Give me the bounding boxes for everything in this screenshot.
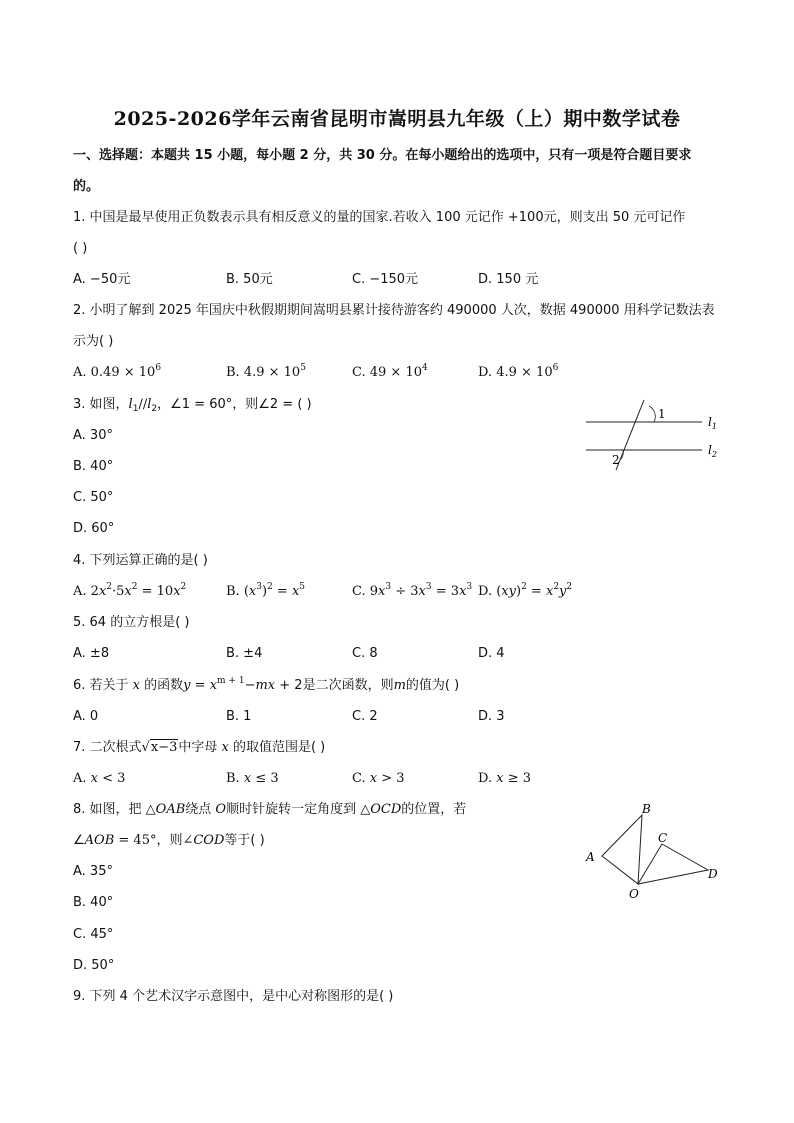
q9-stem: 9. 下列 4 个艺术汉字示意图中，是中心对称图形的是( ) (73, 989, 394, 1004)
q3-parallel-lines-figure (580, 398, 730, 478)
q2-option-b: B. $4.9 \times 10^5$ (226, 363, 306, 380)
triangle-oab (602, 815, 642, 884)
q4-stem: 4. 下列运算正确的是( ) (73, 553, 208, 568)
point-o-label: O (629, 887, 639, 901)
q2-stem-line2: 示为( ) (73, 334, 114, 349)
point-b-label: B (642, 802, 651, 816)
q3-option-c: C. 50° (73, 490, 114, 505)
q8-option-b: B. 40° (73, 895, 114, 910)
q3-option-b: B. 40° (73, 459, 114, 474)
q8-rotation-figure (580, 800, 730, 900)
q5-option-c: C. 8 (352, 646, 378, 661)
point-c-label: C (658, 831, 668, 845)
q2-option-a: A. $0.49 \times 10^6$ (73, 363, 162, 380)
q8-option-c: C. 45° (73, 927, 114, 942)
section-heading-line2: 的。 (73, 179, 100, 194)
q6-stem: 6. 若关于 x 的函数$y = x^{m + 1}-mx + 2$是二次函数，则m的值为( ) (73, 676, 460, 693)
q8-stem-line2: ∠AOB = 45°，则∠COD等于( ) (73, 833, 265, 848)
q3-option-a: A. 30° (73, 428, 113, 443)
q7-stem: 7. 二次根式√x−3中字母 x 的取值范围是( ) (73, 740, 326, 755)
l2-label: $l_2$ (708, 443, 717, 459)
q6-option-c: C. 2 (352, 709, 378, 724)
q5-option-a: A. ±8 (73, 646, 110, 661)
radical-sign: √ (141, 740, 150, 755)
q7-option-a: A. x < 3 (73, 771, 126, 786)
angle-1-label: 1 (658, 407, 666, 421)
q8-option-a: A. 35° (73, 864, 113, 879)
point-d-label: D (708, 867, 718, 881)
q7-option-c: C. x > 3 (352, 771, 405, 786)
q3-stem: 3. 如图，$l_1//l_2$，∠1 = 60°，则∠2 = ( ) (73, 397, 312, 414)
q2-option-d: D. $4.9 \times 10^6$ (478, 363, 559, 380)
q8-stem-line1: 8. 如图，把 △OAB绕点 O顺时针旋转一定角度到 △OCD的位置，若 (73, 802, 467, 817)
q5-option-b: B. ±4 (226, 646, 263, 661)
q1-option-b: B. 50元 (226, 272, 273, 287)
q8-option-d: D. 50° (73, 958, 115, 973)
q2-option-c: C. $49 \times 10^4$ (352, 363, 428, 380)
q6-option-d: D. 3 (478, 709, 505, 724)
q1-option-a: A. −50元 (73, 272, 131, 287)
q5-option-d: D. 4 (478, 646, 505, 661)
l1-label: $l_1$ (708, 415, 717, 431)
q6-option-b: B. 1 (226, 709, 252, 724)
q4-option-c: C. $9x^3 \div 3x^3 = 3x^3$ (352, 582, 473, 599)
point-a-label: A (586, 850, 595, 864)
q7-option-b: B. x ≤ 3 (226, 771, 279, 786)
triangle-ocd (638, 844, 708, 884)
page-title: 2025-2026学年云南省昆明市嵩明县九年级（上）期中数学试卷 (113, 108, 681, 130)
q4-option-d: D. $(xy)^2 = x^2y^2$ (478, 582, 573, 599)
q3-option-d: D. 60° (73, 521, 115, 536)
q6-option-a: A. 0 (73, 709, 99, 724)
q2-stem-line1: 2. 小明了解到 2025 年国庆中秋假期期间嵩明县累计接待游客约 490000 人次，数据 490000 用科学记数法表 (73, 303, 715, 318)
angle-1-arc (649, 406, 655, 422)
q4-option-b: B. $(x^3)^2 = x^5$ (226, 582, 306, 599)
q1-option-d: D. 150 元 (478, 272, 539, 287)
section-heading-line1: 一、选择题：本题共 15 小题，每小题 2 分，共 30 分。在每小题给出的选项中，只有一项是符合题目要求 (73, 148, 692, 163)
q1-stem-line2: ( ) (73, 241, 88, 256)
q5-stem: 5. 64 的立方根是( ) (73, 615, 190, 630)
q4-option-a: A. $2x^2\cdot 5x^2 = 10x^2$ (73, 582, 187, 599)
q1-stem-line1: 1. 中国是最早使用正负数表示具有相反意义的量的国家.若收入 100 元记作 +100元，则支出 50 元可记作 (73, 210, 686, 225)
q1-option-c: C. −150元 (352, 272, 419, 287)
angle-2-label: 2 (612, 453, 620, 467)
q7-option-d: D. x ≥ 3 (478, 771, 532, 786)
